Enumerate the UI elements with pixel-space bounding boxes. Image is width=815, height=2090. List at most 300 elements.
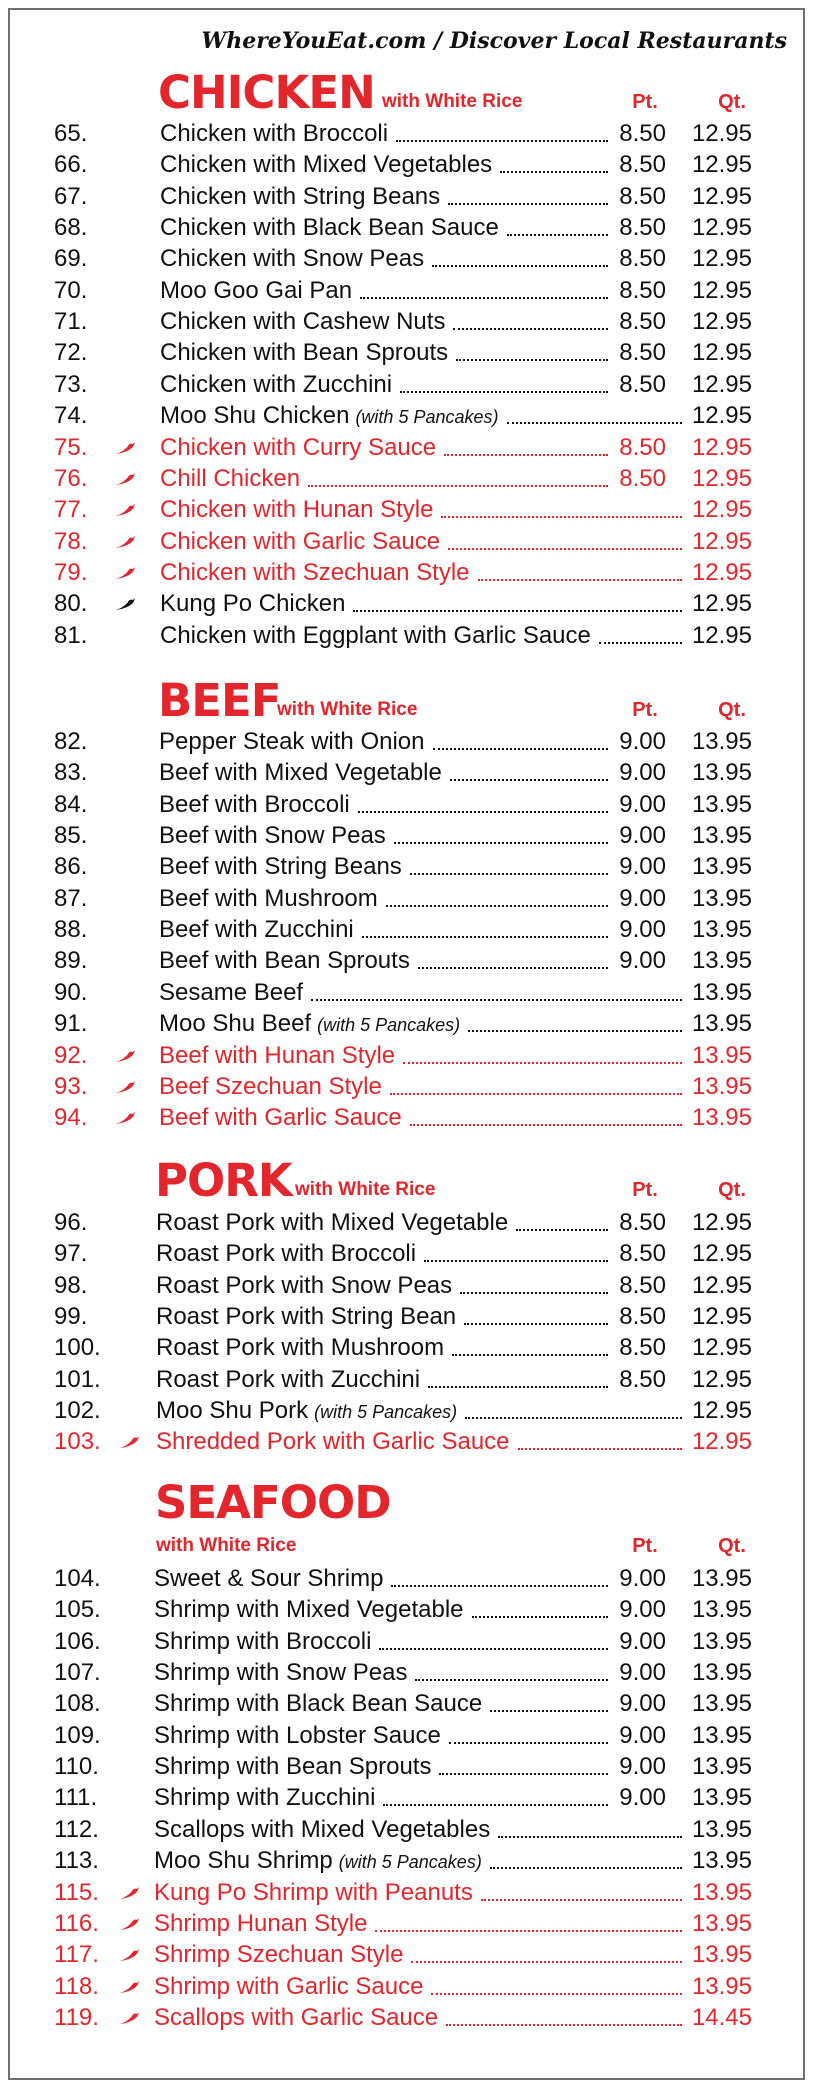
item-price-quart: 13.95 (691, 1072, 752, 1100)
item-name-text: Moo Goo Gai Pan (160, 276, 353, 304)
item-name-text: Shrimp Szechuan Style (154, 1941, 404, 1969)
item-number: 110. (54, 1753, 99, 1781)
leader-dots (396, 138, 608, 142)
item-name-text: Chill Chicken (160, 464, 301, 492)
item-price-quart: 13.95 (691, 916, 752, 944)
item-number: 83. (54, 759, 88, 787)
item-name (160, 494, 433, 525)
item-name-text: Moo Shu Chicken (160, 402, 350, 430)
item-number: 80. (54, 590, 88, 618)
item-number: 103. (54, 1428, 101, 1456)
leader-dots (446, 2022, 682, 2026)
leader-dots (391, 1583, 608, 1587)
item-number: 108. (54, 1690, 101, 1718)
item-name-text: Roast Pork with Snow Peas (156, 1271, 453, 1299)
item-name (154, 1845, 482, 1878)
leader-dots (498, 1834, 682, 1838)
item-name-text: Moo Shu Beef (159, 1010, 312, 1038)
leader-dots (360, 295, 608, 299)
leader-dots (507, 232, 608, 236)
item-name-text: Moo Shu Shrimp (154, 1847, 333, 1875)
item-price-quart: 13.95 (691, 759, 752, 787)
leader-dots (460, 1290, 608, 1294)
item-price-pint: 8.50 (619, 1334, 666, 1362)
item-number: 68. (54, 214, 88, 242)
menu-item-row (0, 1720, 815, 1751)
item-name (159, 851, 402, 882)
item-name (160, 181, 440, 212)
menu-item-row (0, 1563, 815, 1594)
menu-item-row (0, 977, 815, 1008)
item-name-text: Roast Pork with String Bean (156, 1303, 457, 1331)
item-number: 65. (54, 120, 88, 147)
item-number: 94. (54, 1104, 88, 1132)
item-price-pint: 9.00 (619, 728, 666, 755)
leader-dots (410, 1122, 682, 1126)
item-price-quart: 13.95 (691, 884, 752, 912)
item-name-text: Shrimp with Black Bean Sauce (154, 1690, 483, 1718)
menu-item-row (0, 1207, 815, 1238)
chili-pepper-icon (114, 597, 136, 611)
item-price-quart: 12.95 (691, 1397, 752, 1425)
column-header-pt: Pt. (632, 1179, 658, 1201)
item-name-text: Chicken with Zucchini (160, 370, 393, 398)
item-number: 67. (54, 182, 88, 210)
item-price-pint: 8.50 (619, 1365, 666, 1393)
leader-dots (478, 577, 682, 581)
leader-dots (507, 420, 682, 424)
item-note: (with 5 Pancakes) (338, 1852, 482, 1873)
item-price-quart: 12.95 (691, 590, 752, 618)
menu-item-row (0, 851, 815, 882)
item-price-pint: 9.00 (619, 884, 666, 912)
chili-pepper-icon (114, 535, 136, 549)
item-name (160, 369, 392, 400)
item-note: (with 5 Pancakes) (314, 1402, 458, 1423)
leader-dots (400, 389, 608, 393)
item-price-pint: 8.50 (619, 308, 666, 336)
item-name-text: Chicken with Eggplant with Garlic Sauce (160, 621, 591, 649)
item-price-quart: 13.95 (691, 822, 752, 850)
item-number: 101. (54, 1365, 101, 1393)
menu-item-row (0, 1301, 815, 1332)
item-price-pint: 9.00 (619, 1784, 666, 1812)
item-price-quart: 12.95 (691, 621, 752, 649)
leader-dots (415, 1677, 608, 1681)
item-number: 115. (54, 1878, 99, 1906)
item-name (159, 1040, 395, 1071)
item-name (159, 1071, 382, 1102)
item-number: 85. (54, 822, 88, 850)
item-price-quart: 12.95 (691, 1240, 752, 1268)
item-number: 97. (54, 1240, 88, 1268)
item-name (156, 1395, 457, 1428)
leader-dots (481, 1897, 682, 1901)
leader-dots (439, 1771, 608, 1775)
item-name (154, 2002, 438, 2033)
site-header (0, 28, 815, 58)
menu-item-row (0, 369, 815, 400)
item-name (160, 243, 424, 274)
item-number: 102. (54, 1397, 101, 1425)
item-number: 66. (54, 151, 88, 179)
item-name (159, 820, 386, 851)
item-name (154, 1751, 431, 1782)
item-number: 89. (54, 947, 88, 975)
item-price-quart: 13.95 (691, 1041, 752, 1069)
menu-item-row (0, 118, 815, 149)
item-name-text: Chicken with Curry Sauce (160, 433, 437, 461)
item-number: 117. (54, 1941, 99, 1969)
item-price-quart: 13.95 (691, 1596, 752, 1624)
item-name-text: Shrimp with Bean Sprouts (154, 1753, 432, 1781)
item-price-pint: 9.00 (619, 1721, 666, 1749)
item-note: (with 5 Pancakes) (317, 1015, 461, 1036)
item-name (160, 526, 440, 557)
item-name-text: Chicken with Black Bean Sauce (160, 214, 499, 242)
chili-pepper-icon (114, 472, 136, 486)
item-number: 90. (54, 978, 88, 1006)
item-number: 72. (54, 339, 88, 367)
item-price-pint: 8.50 (619, 1271, 666, 1299)
item-price-quart: 12.95 (691, 370, 752, 398)
section-title-seafood: SEAFOOD (155, 1476, 391, 1529)
menu-item-row (0, 1657, 815, 1688)
item-price-quart: 12.95 (691, 151, 752, 179)
section-subtitle-seafood: with White Rice (156, 1535, 297, 1556)
item-name-text: Sesame Beef (159, 978, 304, 1006)
item-number: 113. (54, 1847, 99, 1875)
menu-item-row (0, 149, 815, 180)
item-number: 87. (54, 884, 88, 912)
item-price-pint: 8.50 (619, 339, 666, 367)
item-number: 78. (54, 527, 88, 555)
item-price-quart: 13.95 (691, 1721, 752, 1749)
chili-pepper-icon (118, 1948, 140, 1962)
item-price-pint: 9.00 (619, 790, 666, 818)
item-name-text: Roast Pork with Mixed Vegetable (156, 1209, 509, 1236)
leader-dots (362, 934, 608, 938)
leader-dots (464, 1321, 608, 1325)
leader-dots (465, 1415, 682, 1419)
item-name (160, 118, 388, 149)
item-name (159, 726, 425, 757)
menu-item-row (0, 1782, 815, 1813)
item-name-text: Moo Shu Pork (156, 1397, 309, 1425)
menu-item-row (0, 494, 815, 525)
item-name (159, 977, 303, 1008)
item-name-text: Beef with Garlic Sauce (159, 1104, 402, 1132)
leader-dots (418, 965, 608, 969)
item-name-text: Kung Po Chicken (160, 590, 346, 618)
item-name-text: Chicken with Broccoli (160, 120, 389, 147)
item-name (154, 1657, 407, 1688)
item-name-text: Roast Pork with Zucchini (156, 1365, 421, 1393)
menu-item-row (0, 306, 815, 337)
item-name-text: Beef with Snow Peas (159, 822, 386, 850)
section-subtitle-beef: with White Rice (277, 699, 418, 720)
leader-dots (403, 1060, 682, 1064)
item-name (154, 1626, 371, 1657)
leader-dots (386, 903, 608, 907)
item-name-text: Chicken with Garlic Sauce (160, 527, 441, 555)
leader-dots (394, 840, 608, 844)
item-price-quart: 12.95 (691, 1428, 752, 1456)
chili-pepper-icon (118, 1435, 140, 1449)
chili-pepper-icon (114, 566, 136, 580)
item-price-pint: 8.50 (619, 151, 666, 179)
item-name (160, 149, 492, 180)
item-number: 86. (54, 853, 88, 881)
leader-dots (456, 357, 608, 361)
item-price-pint: 9.00 (619, 947, 666, 975)
menu-item-row (0, 1845, 815, 1876)
item-name-text: Roast Pork with Broccoli (156, 1240, 417, 1268)
item-number: 109. (54, 1721, 101, 1749)
column-header-qt: Qt. (718, 1535, 746, 1557)
item-name (154, 1908, 367, 1939)
leader-dots (428, 1384, 608, 1388)
item-price-quart: 12.95 (691, 214, 752, 242)
item-name (154, 1814, 490, 1845)
item-name-text: Beef with Hunan Style (159, 1041, 396, 1069)
item-number: 107. (54, 1659, 101, 1687)
item-name-text: Beef Szechuan Style (159, 1072, 382, 1100)
item-price-quart: 13.95 (691, 1627, 752, 1655)
item-name-text: Shrimp with Garlic Sauce (154, 1972, 424, 2000)
section-title-pork: PORK (155, 1154, 292, 1207)
leader-dots (444, 452, 608, 456)
item-name (156, 1238, 416, 1269)
chili-pepper-icon (118, 1980, 140, 1994)
item-number: 91. (54, 1010, 88, 1038)
menu-item-row (0, 1395, 815, 1426)
menu-item-row (0, 1364, 815, 1395)
menu-item-row (0, 400, 815, 431)
item-price-quart: 12.95 (691, 339, 752, 367)
leader-dots (490, 1708, 608, 1712)
column-header-qt: Qt. (718, 699, 746, 721)
chili-pepper-icon (114, 1080, 136, 1094)
item-price-quart: 12.95 (691, 433, 752, 461)
leader-dots (448, 546, 682, 550)
leader-dots (518, 1446, 682, 1450)
item-price-quart: 13.95 (691, 1815, 752, 1843)
item-name (156, 1364, 420, 1395)
item-price-quart: 13.95 (691, 1690, 752, 1718)
item-price-quart: 13.95 (691, 1753, 752, 1781)
menu-item-row (0, 1814, 815, 1845)
item-price-quart: 13.95 (691, 1909, 752, 1937)
item-price-pint: 9.00 (619, 822, 666, 850)
menu-item-row (0, 1270, 815, 1301)
item-name (160, 212, 499, 243)
leader-dots (358, 809, 608, 813)
item-number: 75. (54, 433, 88, 461)
menu-item-row (0, 588, 815, 619)
item-number: 116. (54, 1909, 99, 1937)
menu-item-row (0, 337, 815, 368)
item-name-text: Shrimp with Broccoli (154, 1627, 372, 1655)
item-price-quart: 13.95 (691, 1847, 752, 1875)
item-name-text: Pepper Steak with Onion (159, 728, 425, 755)
item-number: 76. (54, 464, 88, 492)
item-price-quart: 13.95 (691, 790, 752, 818)
menu-item-row (0, 557, 815, 588)
item-name (156, 1426, 510, 1457)
menu-item-row (0, 181, 815, 212)
item-price-quart: 13.95 (691, 728, 752, 755)
item-price-pint: 9.00 (619, 1659, 666, 1687)
item-number: 77. (54, 496, 88, 524)
item-price-quart: 13.95 (691, 1972, 752, 2000)
chili-pepper-icon (114, 1049, 136, 1063)
menu-item-row (0, 620, 815, 651)
item-name (159, 1102, 402, 1133)
item-price-pint: 8.50 (619, 1240, 666, 1268)
item-name-text: Shredded Pork with Garlic Sauce (156, 1428, 510, 1456)
menu-item-row (0, 526, 815, 557)
leader-dots (450, 777, 608, 781)
column-header-pt: Pt. (632, 91, 658, 113)
leader-dots (453, 326, 608, 330)
leader-dots (433, 746, 608, 750)
item-name (156, 1332, 444, 1363)
item-name (154, 1688, 482, 1719)
leader-dots (311, 997, 682, 1001)
item-price-pint: 9.00 (619, 1627, 666, 1655)
item-price-pint: 9.00 (619, 1690, 666, 1718)
item-name-text: Chicken with Bean Sprouts (160, 339, 449, 367)
item-name (159, 757, 442, 788)
item-price-quart: 12.95 (691, 182, 752, 210)
item-number: 79. (54, 558, 88, 586)
menu-item-row (0, 243, 815, 274)
item-name (160, 432, 436, 463)
menu-item-row (0, 212, 815, 243)
item-number: 106. (54, 1627, 101, 1655)
item-price-pint: 9.00 (619, 759, 666, 787)
item-price-quart: 12.95 (691, 1303, 752, 1331)
leader-dots (431, 1991, 682, 1995)
item-number: 71. (54, 308, 88, 336)
item-price-quart: 13.95 (691, 1104, 752, 1132)
item-price-quart: 13.95 (691, 1784, 752, 1812)
item-name-text: Chicken with Cashew Nuts (160, 308, 446, 336)
leader-dots (490, 1865, 682, 1869)
item-price-quart: 14.45 (691, 2003, 752, 2031)
item-name-text: Beef with Mushroom (159, 884, 378, 912)
item-name (160, 337, 448, 368)
item-price-pint: 9.00 (619, 1565, 666, 1592)
menu-item-row (0, 1102, 815, 1133)
item-name (160, 463, 300, 494)
item-name (160, 557, 470, 588)
item-price-pint: 8.50 (619, 370, 666, 398)
item-price-pint: 8.50 (619, 120, 666, 147)
leader-dots (468, 1028, 682, 1032)
item-price-quart: 12.95 (691, 120, 752, 147)
chili-pepper-icon (114, 441, 136, 455)
item-price-quart: 12.95 (691, 1271, 752, 1299)
item-name-text: Chicken with Szechuan Style (160, 558, 470, 586)
item-price-quart: 12.95 (691, 464, 752, 492)
item-price-pint: 9.00 (619, 1596, 666, 1624)
item-price-quart: 13.95 (691, 1010, 752, 1038)
menu-item-row (0, 726, 815, 757)
item-name (160, 400, 499, 433)
item-name-text: Chicken with Snow Peas (160, 245, 425, 273)
menu-item-row (0, 1238, 815, 1269)
leader-dots (379, 1646, 608, 1650)
item-price-quart: 12.95 (691, 496, 752, 524)
chili-pepper-icon (118, 2011, 140, 2025)
item-price-pint: 8.50 (619, 464, 666, 492)
item-price-quart: 13.95 (691, 978, 752, 1006)
item-name-text: Beef with String Beans (159, 853, 402, 881)
item-number: 92. (54, 1041, 88, 1069)
menu-item-row (0, 1626, 815, 1657)
section-subtitle-chicken: with White Rice (382, 91, 523, 112)
item-price-quart: 13.95 (691, 1878, 752, 1906)
menu-item-row (0, 1040, 815, 1071)
item-name-text: Chicken with Mixed Vegetables (160, 151, 493, 179)
item-name (160, 275, 352, 306)
item-number: 98. (54, 1271, 88, 1299)
column-header-qt: Qt. (718, 1179, 746, 1201)
chili-pepper-icon (114, 1111, 136, 1125)
column-header-qt: Qt. (718, 91, 746, 113)
item-number: 104. (54, 1565, 101, 1592)
menu-item-row (0, 1071, 815, 1102)
item-name (159, 914, 354, 945)
menu-item-row (0, 1008, 815, 1039)
item-price-quart: 12.95 (691, 1365, 752, 1393)
item-number: 70. (54, 276, 88, 304)
item-name-text: Chicken with String Beans (160, 182, 441, 210)
leader-dots (411, 1959, 682, 1963)
item-price-quart: 12.95 (691, 1209, 752, 1236)
item-number: 93. (54, 1072, 88, 1100)
item-name (154, 1720, 441, 1751)
item-number: 81. (54, 621, 88, 649)
item-name-text: Scallops with Mixed Vegetables (154, 1815, 491, 1843)
item-number: 105. (54, 1596, 101, 1624)
item-name-text: Kung Po Shrimp with Peanuts (154, 1878, 473, 1906)
item-price-pint: 8.50 (619, 245, 666, 273)
item-price-pint: 8.50 (619, 214, 666, 242)
leader-dots (383, 1802, 608, 1806)
item-name (154, 1594, 464, 1625)
menu-item-row (0, 1751, 815, 1782)
chili-pepper-icon (118, 1886, 140, 1900)
leader-dots (441, 514, 682, 518)
item-number: 96. (54, 1209, 88, 1236)
menu-item-row (0, 1908, 815, 1939)
item-price-quart: 12.95 (691, 308, 752, 336)
leader-dots (449, 1740, 608, 1744)
item-number: 100. (54, 1334, 101, 1362)
item-name-text: Beef with Zucchini (159, 916, 354, 944)
item-name (154, 1782, 375, 1813)
leader-dots (308, 483, 608, 487)
section-title-beef: BEEF (158, 674, 281, 727)
item-name (160, 306, 445, 337)
chili-pepper-icon (118, 1917, 140, 1931)
leader-dots (390, 1091, 682, 1095)
item-name-text: Shrimp with Mixed Vegetable (154, 1596, 464, 1624)
item-name (154, 1971, 423, 2002)
